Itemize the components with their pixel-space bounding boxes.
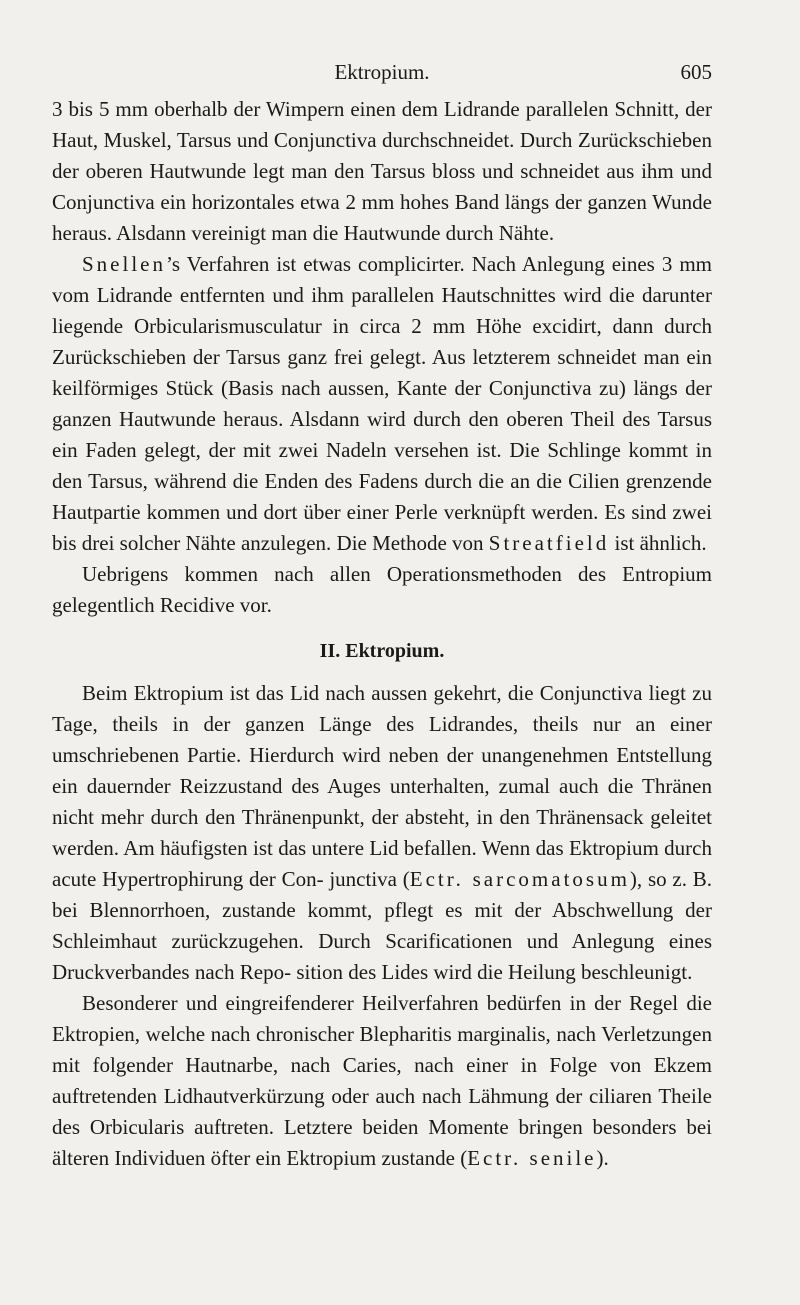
body-text [52,94,712,1174]
paragraph-text: Uebrigens kommen nach allen Operationsmethoden des Entropium gelegentlich Recidive vor. [52,562,712,617]
paragraph-text: ’s Verfahren ist etwas complicirter. Nach Anlegung eines 3 mm vom Lidrande entfernten und ihm parallelen Hautschnittes wird die darunter liegende Orbicularismusculatur in circa 2 mm Höhe excidirt, dann durch Zurückschieben der Tarsus ganz frei gelegt. Aus letzterem schneidet man ein keilförmiges Stück (Basis nach aussen, Kante der Conjunctiva zu) längs der ganzen Hautwunde heraus. Alsdann wird durch den oberen Theil des Tarsus ein Faden gelegt, der mit zwei Nadeln versehen ist. Die Schlinge kommt in den Tarsus, während die Enden des Fadens durch die an die Cilien grenzende Hautpartie kommen und dort über einer Perle verknüpft werden. Es sind zwei bis drei solcher Nähte anzulegen. Die Methode von [52,252,712,555]
paragraph-text: ), so z. B. bei Blennorrhoen, zustande kommt, pflegt es mit der Abschwellung der Schleimhaut zurückzugehen. Durch Scarificationen und Anlegung eines Druckverbandes nach Repo- sition des Lides wird die Heilung beschleunigt. [52,867,712,984]
paragraph-snellen [52,249,712,559]
paragraph-text: Besonderer und eingreifenderer Heilverfahren bedürfen in der Regel die Ektropien, welche nach chronischer Blepharitis marginalis, nach Verletzungen mit folgender Hautnarbe, nach Caries, nach einer in Folge von Ekzem auftretenden Lidhautverkürzung oder auch nach Lähmung der ciliaren Theile des Orbicularis auftreten. Letztere beiden Momente bringen besonders bei älteren Individuen öfter ein Ektropium zustande ( [52,991,712,1170]
author-name-snellen: Snellen [82,252,166,276]
paragraph-heilverfahren [52,988,712,1174]
running-title: Ektropium. [334,60,430,84]
section-heading: II. Ektropium. [319,640,445,662]
term-ectr-sarcomatosum: Ectr. sarcomatosum [409,867,630,891]
paragraph-text: Beim Ektropium ist das Lid nach aussen gekehrt, die Conjunctiva liegt zu Tage, theils in der ganzen Länge des Lidrandes, theils nur an einer umschriebenen Partie. Hierdurch wird neben der unangenehmen Entstellung ein dauernder Reizzustand des Auges unterhalten, zumal auch die Thränen nicht mehr durch den Thränenpunkt, der absteht, in den Thränensack geleitet werden. Am häufigsten ist das untere Lid befallen. Wenn das Ektropium durch acute Hypertrophirung der Con- junctiva ( [52,681,712,891]
paragraph-recidive [52,559,712,621]
term-ectr-senile: Ectr. senile [467,1146,597,1170]
paragraph-text: ist ähnlich. [609,531,707,555]
paragraph-text: ). [596,1146,609,1170]
paragraph-continuation [52,94,712,249]
paragraph-ektropium-intro [52,678,712,988]
running-header [52,60,712,94]
paragraph-text: 3 bis 5 mm oberhalb der Wimpern einen dem Lidrande parallelen Schnitt, der Haut, Muskel, Tarsus und Conjunctiva durchschneidet. Durch Zurückschieben der oberen Hautwunde legt man den Tarsus bloss und schneidet aus ihm und Conjunctiva ein horizontales etwa 2 mm hohes Band längs der ganzen Wunde heraus. Alsdann vereinigt man die Hautwunde durch Nähte. [52,97,712,245]
page-number: 605 [680,60,712,84]
book-page [52,60,712,1174]
author-name-streatfield: Streatfield [488,531,610,555]
